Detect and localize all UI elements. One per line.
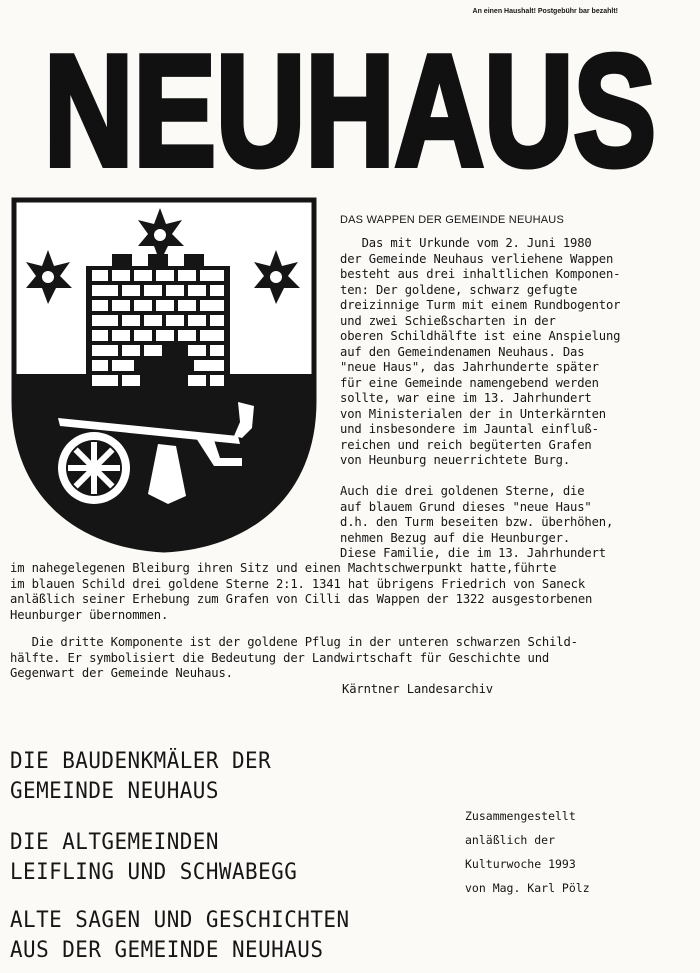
text-line: sollte, war eine im 13. Jahrhundert: [340, 391, 592, 405]
text-line: Das mit Urkunde vom 2. Juni 1980: [340, 236, 592, 250]
heading-line: ALTE SAGEN UND GESCHICHTEN: [10, 908, 350, 933]
text-line: im blauen Schild drei goldene Sterne 2:1. 1341 hat übrigens Friedrich von Saneck: [10, 576, 585, 591]
heading-line: AUS DER GEMEINDE NEUHAUS: [10, 938, 324, 963]
text-line: Auch die drei goldenen Sterne, die: [340, 484, 585, 498]
text-line: auf blauem Grund dieses "neue Haus": [340, 499, 592, 514]
heading-line: LEIFLING UND SCHWABEGG: [10, 860, 298, 885]
tower-icon: [86, 254, 230, 391]
masthead-title: [0, 34, 700, 174]
text-line: reichen und reich begüterten Grafen: [340, 437, 592, 452]
credits-line: Kulturwoche 1993: [465, 857, 576, 871]
text-line: nehmen Bezug auf die Heunburger.: [340, 530, 570, 545]
heading-altgemeinden: [10, 828, 297, 888]
article-column-1: [340, 236, 620, 469]
text-line: Gegenwart der Gemeinde Neuhaus.: [10, 666, 233, 680]
heading-sagen: [10, 906, 350, 966]
text-line: anläßlich seiner Erhebung zum Grafen von Cilli das Wappen der 1322 ausgestorbenen: [10, 592, 593, 606]
text-line: besteht aus drei inhaltlichen Komponen-: [340, 267, 621, 281]
text-line: und zwei Schießscharten in der: [340, 313, 556, 328]
credits-line: Zusammengestellt: [465, 809, 576, 823]
heading-line: DIE ALTGEMEINDEN: [10, 830, 219, 855]
text-line: Heunburger übernommen.: [10, 607, 169, 622]
article-continuation: [10, 561, 592, 623]
text-line: hälfte. Er symbolisiert die Bedeutung der Landwirtschaft für Geschichte und: [10, 650, 550, 665]
article-signature: Kärntner Landesarchiv: [342, 682, 493, 696]
credits-line: von Mag. Karl Pölz: [465, 881, 590, 895]
text-line: und insbesondere im Jauntal einfluß-: [340, 422, 599, 436]
postage-note: An einen Haushalt! Postgebühr bar bezahlt!: [472, 8, 618, 15]
text-line: oberen Schildhälfte ist eine Anspielung: [340, 329, 621, 343]
text-line: d.h. den Turm beseiten bzw. überhöhen,: [340, 515, 614, 529]
text-line: von Ministerialen der in Unterkärnten: [340, 406, 606, 421]
text-line: der Gemeinde Neuhaus verliehene Wappen: [340, 251, 614, 266]
heading-line: GEMEINDE NEUHAUS: [10, 779, 219, 804]
section-title: DAS WAPPEN DER GEMEINDE NEUHAUS: [340, 214, 564, 226]
masthead-text: NEUHAUS: [44, 34, 656, 174]
text-line: auf den Gemeindenamen Neuhaus. Das: [340, 344, 585, 359]
credits: [465, 804, 590, 900]
heading-line: DIE BAUDENKMÄLER DER: [10, 749, 272, 774]
text-line: Die dritte Komponente ist der goldene Pflug in der unteren schwarzen Schild-: [10, 635, 578, 649]
text-line: dreizinnige Turm mit einem Rundbogentor: [340, 298, 621, 312]
credits-line: anläßlich der: [465, 833, 556, 847]
text-line: im nahegelegenen Bleiburg ihren Sitz und einen Machtschwerpunkt hatte,führte: [10, 561, 557, 575]
article-paragraph-3: [10, 635, 578, 682]
text-line: für eine Gemeinde namengebend werden: [340, 375, 599, 390]
article-column-2: [340, 484, 613, 562]
text-line: "neue Haus", das Jahrhunderte später: [340, 360, 599, 374]
heading-baudenkmaeler: [10, 747, 271, 807]
text-line: ten: Der goldene, schwarz gefugte: [340, 282, 578, 297]
text-line: Diese Familie, die im 13. Jahrhundert: [340, 546, 606, 560]
coat-of-arms: [8, 196, 320, 554]
text-line: von Heunburg neuerrichtete Burg.: [340, 453, 570, 467]
